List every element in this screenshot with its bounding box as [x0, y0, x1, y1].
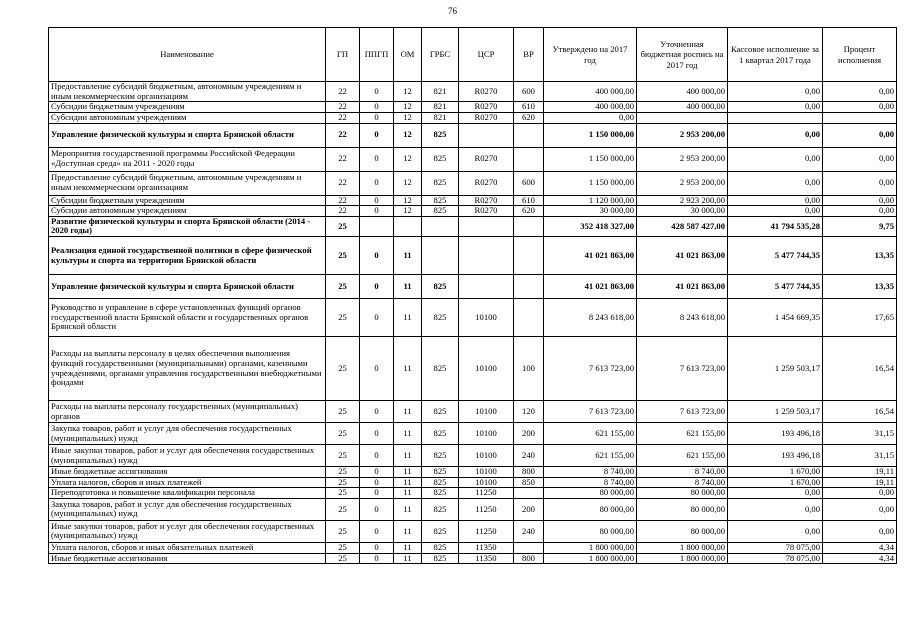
cell-refined: 400 000,00	[637, 102, 728, 113]
header-ppgp: ППГП	[360, 28, 394, 82]
cell-cash: 0,00	[728, 171, 823, 195]
cell-csr: 10100	[459, 445, 514, 467]
table-row	[49, 237, 897, 275]
header-grbs: ГРБС	[422, 28, 459, 82]
cell-ppgp: 0	[360, 82, 394, 102]
cell-vr: 800	[514, 553, 544, 564]
cell-vr	[514, 299, 544, 337]
cell-csr	[459, 237, 514, 275]
cell-refined: 2 923 200,00	[637, 195, 728, 206]
cell-percent: 16,54	[823, 401, 897, 423]
cell-csr: R0270	[459, 206, 514, 217]
cell-vr: 610	[514, 102, 544, 113]
cell-om: 11	[394, 488, 422, 499]
cell-csr: R0270	[459, 147, 514, 171]
cell-ppgp: 0	[360, 488, 394, 499]
cell-name: Субсидии бюджетным учреждениям	[49, 102, 326, 113]
cell-vr: 620	[514, 112, 544, 123]
cell-om: 11	[394, 477, 422, 488]
table-row	[49, 337, 897, 401]
cell-grbs: 825	[422, 171, 459, 195]
cell-vr: 600	[514, 171, 544, 195]
cell-percent: 0,00	[823, 206, 897, 217]
cell-name: Закупка товаров, работ и услуг для обеспечения государственных (муниципальных) нужд	[49, 498, 326, 520]
table-row	[49, 423, 897, 445]
cell-refined: 8 740,00	[637, 477, 728, 488]
cell-percent	[823, 112, 897, 123]
cell-gp: 25	[326, 401, 360, 423]
cell-cash: 78 075,00	[728, 553, 823, 564]
cell-approved: 7 613 723,00	[544, 401, 637, 423]
cell-name: Иные бюджетные ассигнования	[49, 553, 326, 564]
cell-refined: 621 155,00	[637, 445, 728, 467]
cell-name: Иные закупки товаров, работ и услуг для обеспечения государственных (муниципальных) нужд	[49, 520, 326, 542]
cell-approved: 8 740,00	[544, 477, 637, 488]
cell-percent: 0,00	[823, 195, 897, 206]
table-row	[49, 488, 897, 499]
cell-name: Расходы на выплаты персоналу государственных (муниципальных) органов	[49, 401, 326, 423]
table-row	[49, 206, 897, 217]
cell-csr	[459, 275, 514, 299]
cell-vr: 620	[514, 206, 544, 217]
cell-csr: 11250	[459, 498, 514, 520]
cell-cash: 0,00	[728, 488, 823, 499]
cell-name: Предоставление субсидий бюджетным, автономным учреждениям и иным некоммерческим организациям	[49, 171, 326, 195]
cell-gp: 25	[326, 542, 360, 553]
cell-cash: 0,00	[728, 206, 823, 217]
cell-refined: 41 021 863,00	[637, 237, 728, 275]
cell-gp: 25	[326, 498, 360, 520]
cell-csr: 10100	[459, 477, 514, 488]
cell-ppgp: 0	[360, 445, 394, 467]
cell-csr: 10100	[459, 467, 514, 478]
cell-gp: 25	[326, 275, 360, 299]
cell-approved: 352 418 327,00	[544, 216, 637, 236]
table-body	[49, 82, 897, 564]
cell-csr: R0270	[459, 102, 514, 113]
cell-gp: 25	[326, 237, 360, 275]
table-row	[49, 275, 897, 299]
cell-om: 12	[394, 147, 422, 171]
cell-approved: 1 150 000,00	[544, 123, 637, 147]
cell-ppgp: 0	[360, 123, 394, 147]
cell-gp: 25	[326, 520, 360, 542]
header-vr: ВР	[514, 28, 544, 82]
cell-ppgp: 0	[360, 520, 394, 542]
cell-approved: 80 000,00	[544, 498, 637, 520]
cell-om: 12	[394, 82, 422, 102]
cell-approved: 1 150 000,00	[544, 171, 637, 195]
cell-cash: 1 670,00	[728, 467, 823, 478]
cell-grbs: 821	[422, 112, 459, 123]
cell-name: Управление физической культуры и спорта Брянской области	[49, 123, 326, 147]
cell-vr	[514, 147, 544, 171]
table-row	[49, 195, 897, 206]
cell-ppgp: 0	[360, 275, 394, 299]
cell-ppgp	[360, 216, 394, 236]
cell-vr: 600	[514, 82, 544, 102]
cell-percent: 0,00	[823, 171, 897, 195]
cell-ppgp: 0	[360, 112, 394, 123]
cell-refined: 8 243 618,00	[637, 299, 728, 337]
cell-cash: 0,00	[728, 123, 823, 147]
cell-grbs	[422, 216, 459, 236]
cell-om	[394, 216, 422, 236]
cell-gp: 25	[326, 423, 360, 445]
cell-approved: 621 155,00	[544, 423, 637, 445]
cell-vr	[514, 542, 544, 553]
cell-csr: R0270	[459, 171, 514, 195]
header-approved: Утверждено на 2017 год	[544, 28, 637, 82]
cell-name: Реализация единой государственной политики в сфере физической культуры и спорта на территории Брянской области	[49, 237, 326, 275]
cell-percent: 0,00	[823, 498, 897, 520]
cell-name: Закупка товаров, работ и услуг для обеспечения государственных (муниципальных) нужд	[49, 423, 326, 445]
cell-om: 11	[394, 553, 422, 564]
cell-refined: 2 953 200,00	[637, 123, 728, 147]
cell-vr: 240	[514, 445, 544, 467]
cell-cash	[728, 112, 823, 123]
table-row	[49, 542, 897, 553]
cell-refined	[637, 112, 728, 123]
cell-grbs: 825	[422, 299, 459, 337]
table-row	[49, 520, 897, 542]
cell-grbs: 825	[422, 498, 459, 520]
cell-cash: 193 496,18	[728, 423, 823, 445]
cell-cash: 193 496,18	[728, 445, 823, 467]
cell-refined: 41 021 863,00	[637, 275, 728, 299]
cell-percent: 19,11	[823, 477, 897, 488]
header-cash: Кассовое исполнение за 1 квартал 2017 года	[728, 28, 823, 82]
table-row	[49, 401, 897, 423]
cell-name: Предоставление субсидий бюджетным, автономным учреждениям и иным некоммерческим организациям	[49, 82, 326, 102]
cell-ppgp: 0	[360, 423, 394, 445]
cell-ppgp: 0	[360, 477, 394, 488]
cell-cash: 0,00	[728, 102, 823, 113]
cell-csr: 10100	[459, 401, 514, 423]
cell-percent: 19,11	[823, 467, 897, 478]
cell-om: 11	[394, 337, 422, 401]
header-csr: ЦСР	[459, 28, 514, 82]
cell-grbs: 825	[422, 520, 459, 542]
cell-vr	[514, 123, 544, 147]
cell-approved: 621 155,00	[544, 445, 637, 467]
cell-grbs: 825	[422, 337, 459, 401]
cell-approved: 30 000,00	[544, 206, 637, 217]
cell-refined: 428 587 427,00	[637, 216, 728, 236]
cell-name: Расходы на выплаты персоналу в целях обеспечения выполнения функций государственными (муниципальными) органами, казенными учреждениями, органами управления государственными внебюджетными фондами	[49, 337, 326, 401]
header-row	[49, 28, 897, 82]
cell-om: 11	[394, 520, 422, 542]
header-gp: ГП	[326, 28, 360, 82]
table-row	[49, 498, 897, 520]
cell-gp: 22	[326, 112, 360, 123]
cell-approved: 1 150 000,00	[544, 147, 637, 171]
cell-cash: 0,00	[728, 195, 823, 206]
cell-refined: 1 800 000,00	[637, 553, 728, 564]
cell-grbs: 825	[422, 445, 459, 467]
cell-ppgp: 0	[360, 206, 394, 217]
cell-om: 11	[394, 445, 422, 467]
cell-approved: 8 740,00	[544, 467, 637, 478]
cell-om: 12	[394, 123, 422, 147]
cell-om: 12	[394, 206, 422, 217]
cell-grbs: 825	[422, 206, 459, 217]
cell-percent: 4,34	[823, 542, 897, 553]
page-number: 76	[448, 6, 457, 16]
cell-approved: 41 021 863,00	[544, 275, 637, 299]
cell-ppgp: 0	[360, 171, 394, 195]
cell-gp: 22	[326, 147, 360, 171]
cell-vr: 800	[514, 467, 544, 478]
cell-name: Мероприятия государственной программы Российской Федерации «Доступная среда» на 2011 - 2020 годы	[49, 147, 326, 171]
cell-ppgp: 0	[360, 337, 394, 401]
cell-percent: 0,00	[823, 488, 897, 499]
cell-om: 11	[394, 275, 422, 299]
table-row	[49, 112, 897, 123]
cell-csr: 11350	[459, 553, 514, 564]
cell-om: 12	[394, 195, 422, 206]
cell-name: Переподготовка и повышение квалификации персонала	[49, 488, 326, 499]
cell-percent: 0,00	[823, 102, 897, 113]
cell-name: Иные закупки товаров, работ и услуг для обеспечения государственных (муниципальных) нужд	[49, 445, 326, 467]
table-row	[49, 445, 897, 467]
cell-percent: 0,00	[823, 82, 897, 102]
cell-gp: 25	[326, 299, 360, 337]
table-row	[49, 553, 897, 564]
cell-csr: 10100	[459, 337, 514, 401]
table-row	[49, 171, 897, 195]
cell-csr: 11250	[459, 488, 514, 499]
cell-om: 12	[394, 102, 422, 113]
cell-ppgp: 0	[360, 237, 394, 275]
cell-cash: 1 670,00	[728, 477, 823, 488]
cell-percent: 4,34	[823, 553, 897, 564]
cell-name: Уплата налогов, сборов и иных обязательных платежей	[49, 542, 326, 553]
cell-cash: 41 794 535,28	[728, 216, 823, 236]
cell-gp: 22	[326, 102, 360, 113]
cell-refined: 80 000,00	[637, 488, 728, 499]
cell-csr: 10100	[459, 299, 514, 337]
cell-vr	[514, 216, 544, 236]
cell-approved: 400 000,00	[544, 82, 637, 102]
cell-om: 12	[394, 112, 422, 123]
cell-grbs: 825	[422, 275, 459, 299]
cell-cash: 0,00	[728, 147, 823, 171]
cell-om: 11	[394, 299, 422, 337]
cell-csr	[459, 123, 514, 147]
cell-grbs: 825	[422, 123, 459, 147]
cell-gp: 25	[326, 553, 360, 564]
cell-vr: 850	[514, 477, 544, 488]
cell-refined: 7 613 723,00	[637, 401, 728, 423]
cell-grbs: 825	[422, 423, 459, 445]
cell-percent: 0,00	[823, 520, 897, 542]
cell-gp: 22	[326, 206, 360, 217]
cell-approved: 8 243 618,00	[544, 299, 637, 337]
cell-gp: 22	[326, 123, 360, 147]
cell-gp: 25	[326, 216, 360, 236]
header-name: Наименование	[49, 28, 326, 82]
cell-approved: 400 000,00	[544, 102, 637, 113]
cell-vr: 100	[514, 337, 544, 401]
cell-approved: 41 021 863,00	[544, 237, 637, 275]
cell-name: Субсидии бюджетным учреждениям	[49, 195, 326, 206]
cell-percent: 31,15	[823, 445, 897, 467]
cell-csr: 11250	[459, 520, 514, 542]
cell-csr: R0270	[459, 195, 514, 206]
cell-cash: 1 259 503,17	[728, 337, 823, 401]
cell-cash: 5 477 744,35	[728, 275, 823, 299]
cell-approved: 80 000,00	[544, 520, 637, 542]
table-row	[49, 102, 897, 113]
cell-refined: 7 613 723,00	[637, 337, 728, 401]
cell-gp: 25	[326, 445, 360, 467]
cell-approved: 1 800 000,00	[544, 553, 637, 564]
cell-grbs: 825	[422, 477, 459, 488]
cell-refined: 2 953 200,00	[637, 147, 728, 171]
budget-table	[48, 27, 897, 564]
cell-grbs: 825	[422, 553, 459, 564]
cell-csr: R0270	[459, 82, 514, 102]
cell-ppgp: 0	[360, 401, 394, 423]
cell-percent: 13,35	[823, 237, 897, 275]
cell-gp: 22	[326, 195, 360, 206]
cell-gp: 25	[326, 477, 360, 488]
cell-refined: 8 740,00	[637, 467, 728, 478]
header-refined: Уточненная бюджетная роспись на 2017 год	[637, 28, 728, 82]
cell-csr: 11350	[459, 542, 514, 553]
cell-ppgp: 0	[360, 195, 394, 206]
cell-ppgp: 0	[360, 102, 394, 113]
cell-cash: 0,00	[728, 498, 823, 520]
cell-ppgp: 0	[360, 467, 394, 478]
cell-percent: 31,15	[823, 423, 897, 445]
cell-om: 11	[394, 542, 422, 553]
cell-name: Управление физической культуры и спорта Брянской области	[49, 275, 326, 299]
table-row	[49, 299, 897, 337]
cell-csr: 10100	[459, 423, 514, 445]
cell-vr: 120	[514, 401, 544, 423]
cell-percent: 0,00	[823, 147, 897, 171]
cell-percent: 13,35	[823, 275, 897, 299]
cell-gp: 25	[326, 337, 360, 401]
cell-vr	[514, 237, 544, 275]
cell-vr: 610	[514, 195, 544, 206]
cell-vr: 240	[514, 520, 544, 542]
cell-name: Субсидии автономным учреждениям	[49, 112, 326, 123]
cell-csr: R0270	[459, 112, 514, 123]
cell-refined: 621 155,00	[637, 423, 728, 445]
cell-ppgp: 0	[360, 147, 394, 171]
cell-om: 11	[394, 498, 422, 520]
cell-grbs: 825	[422, 467, 459, 478]
cell-name: Уплата налогов, сборов и иных платежей	[49, 477, 326, 488]
cell-gp: 22	[326, 171, 360, 195]
cell-vr: 200	[514, 423, 544, 445]
cell-om: 11	[394, 467, 422, 478]
cell-grbs: 825	[422, 401, 459, 423]
cell-approved: 1 800 000,00	[544, 542, 637, 553]
cell-om: 12	[394, 171, 422, 195]
table-row	[49, 216, 897, 236]
cell-refined: 1 800 000,00	[637, 542, 728, 553]
cell-refined: 80 000,00	[637, 520, 728, 542]
cell-ppgp: 0	[360, 498, 394, 520]
cell-approved: 1 120 000,00	[544, 195, 637, 206]
cell-percent: 9,75	[823, 216, 897, 236]
cell-name: Иные бюджетные ассигнования	[49, 467, 326, 478]
cell-cash: 78 075,00	[728, 542, 823, 553]
cell-refined: 30 000,00	[637, 206, 728, 217]
header-percent: Процент исполнения	[823, 28, 897, 82]
cell-ppgp: 0	[360, 299, 394, 337]
table-row	[49, 147, 897, 171]
cell-name: Руководство и управление в сфере установленных функций органов государственной власти Брянской области и государственных органов Брянской области	[49, 299, 326, 337]
cell-refined: 400 000,00	[637, 82, 728, 102]
cell-vr	[514, 488, 544, 499]
cell-cash: 1 259 503,17	[728, 401, 823, 423]
cell-grbs: 821	[422, 102, 459, 113]
cell-gp: 25	[326, 467, 360, 478]
table-row	[49, 82, 897, 102]
cell-cash: 0,00	[728, 520, 823, 542]
cell-om: 11	[394, 237, 422, 275]
cell-percent: 0,00	[823, 123, 897, 147]
cell-om: 11	[394, 423, 422, 445]
cell-name: Развитие физической культуры и спорта Брянской области (2014 - 2020 годы)	[49, 216, 326, 236]
header-om: ОМ	[394, 28, 422, 82]
cell-grbs: 825	[422, 147, 459, 171]
cell-approved: 0,00	[544, 112, 637, 123]
cell-csr	[459, 216, 514, 236]
cell-grbs: 821	[422, 82, 459, 102]
cell-approved: 7 613 723,00	[544, 337, 637, 401]
cell-vr: 200	[514, 498, 544, 520]
cell-cash: 5 477 744,35	[728, 237, 823, 275]
cell-approved: 80 000,00	[544, 488, 637, 499]
cell-refined: 80 000,00	[637, 498, 728, 520]
cell-gp: 25	[326, 488, 360, 499]
cell-om: 11	[394, 401, 422, 423]
cell-vr	[514, 275, 544, 299]
table-row	[49, 467, 897, 478]
cell-ppgp: 0	[360, 542, 394, 553]
cell-ppgp: 0	[360, 553, 394, 564]
cell-refined: 2 953 200,00	[637, 171, 728, 195]
cell-gp: 22	[326, 82, 360, 102]
cell-percent: 17,65	[823, 299, 897, 337]
cell-percent: 16,54	[823, 337, 897, 401]
cell-grbs: 825	[422, 488, 459, 499]
table-row	[49, 477, 897, 488]
cell-grbs	[422, 237, 459, 275]
table-row	[49, 123, 897, 147]
cell-grbs: 825	[422, 195, 459, 206]
cell-cash: 1 454 669,35	[728, 299, 823, 337]
cell-cash: 0,00	[728, 82, 823, 102]
cell-name: Субсидии автономным учреждениям	[49, 206, 326, 217]
cell-grbs: 825	[422, 542, 459, 553]
